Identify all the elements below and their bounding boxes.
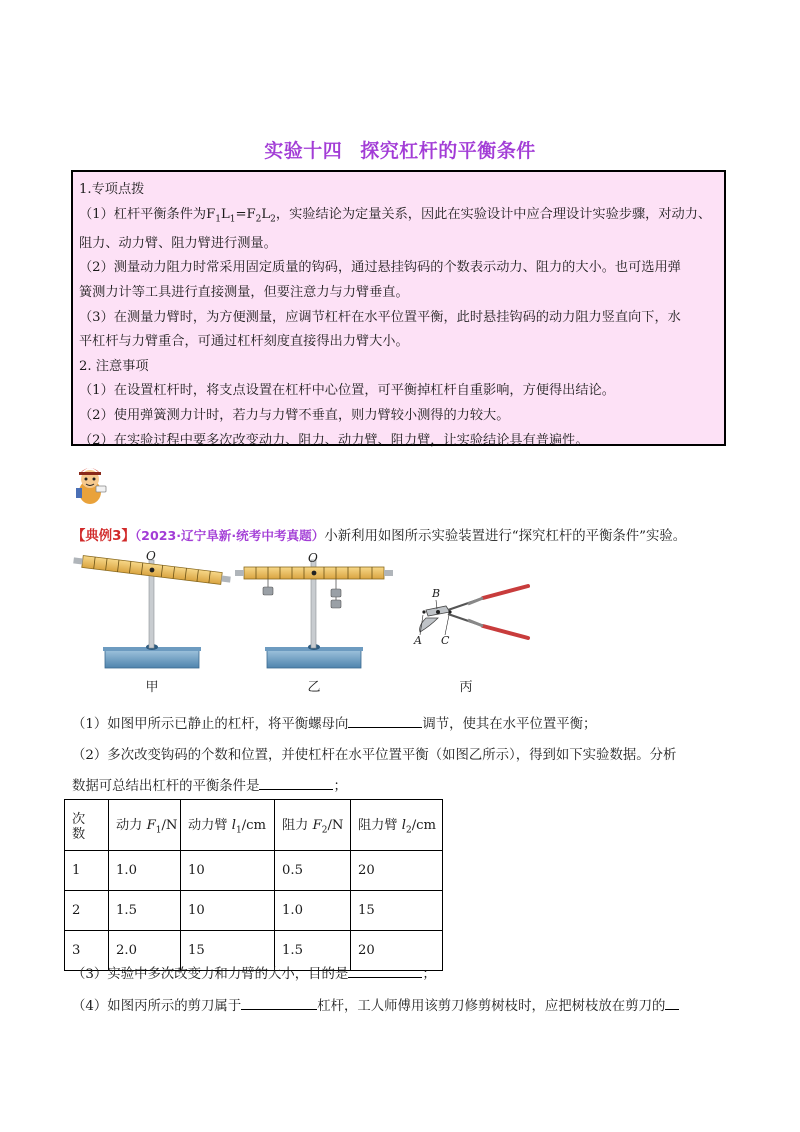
tips-point-1: （1）杠杆平衡条件为$F_1L_1=F_2L_2$，实验结论为定量关系，因此在实验设计中应合理设计实验步骤，对动力、 — [79, 206, 712, 225]
question-2-cont: 数据可总结出杠杆的平衡条件是 ； — [72, 775, 347, 794]
label-o-jia: O — [146, 550, 156, 563]
tips-point-2: （2）测量动力阻力时常采用固定质量的钩码，通过悬挂钩码的个数表示动力、阻力的大小。也可选用弹 — [79, 260, 681, 276]
question-2: （2）多次改变钩码的个数和位置，并使杠杆在水平位置平衡（如图乙所示），得到如下实验数据。分析 — [72, 748, 677, 763]
example-tag: 【典例3】 — [72, 529, 135, 544]
tips-point-3-cont: 平杠杆与力臂重合，可通过杠杆刻度直接得出力臂大小。 — [79, 334, 409, 350]
question-3: （3）实验中多次改变力和力臂的大小，目的是 ； — [72, 963, 436, 982]
table-cell: 3 — [65, 931, 109, 971]
mascot-icon — [70, 462, 110, 506]
tips-point-2-cont: 簧测力计等工具进行直接测量，但要注意力与力臂垂直。 — [79, 285, 409, 301]
answer-blank-1[interactable] — [348, 714, 422, 728]
caption-jia: 甲 — [145, 680, 159, 695]
table-cell: 1.0 — [275, 891, 351, 931]
figure-yi — [232, 550, 402, 675]
table-cell: 20 — [351, 851, 443, 891]
tips-point-1-cont: 阻力、动力臂、阻力臂进行测量。 — [79, 235, 277, 251]
table-cell: 1 — [65, 851, 109, 891]
example-line — [72, 525, 686, 544]
title-part2: 探究杠杆的平衡条件 — [360, 140, 536, 162]
tips-heading-2: 2. 注意事项 — [79, 358, 149, 374]
question-1: （1）如图甲所示已静止的杠杆，将平衡螺母向 调节，使其在水平位置平衡； — [72, 713, 596, 732]
answer-blank-4[interactable] — [241, 996, 317, 1010]
table-cell: 15 — [181, 931, 275, 971]
tips-heading-1: 1.专项点拨 — [79, 182, 145, 197]
table-cell: 0.5 — [275, 851, 351, 891]
answer-blank-5[interactable] — [665, 996, 679, 1010]
table-cell: 10 — [181, 851, 275, 891]
label-a: A — [414, 634, 422, 647]
table-cell: 10 — [181, 891, 275, 931]
table-cell: 2 — [65, 891, 109, 931]
notes-item-3: （2）在实验过程中要多次改变动力、阻力、动力臂、阻力臂，让实验结论具有普遍性。 — [79, 432, 589, 448]
tips-point-3: （3）在测量力臂时，为方便测量，应调节杠杆在水平位置平衡，此时悬挂钩码的动力阻力竖直向下，水 — [79, 309, 681, 325]
header-force-2: 阻力 $F_2/N$ — [275, 800, 351, 851]
table-row — [65, 891, 443, 931]
tips-box — [71, 170, 726, 446]
question-4: （4）如图丙所示的剪刀属于 杠杆，工人师傅用该剪刀修剪树枝时，应把树枝放在剪刀的 — [72, 995, 679, 1014]
header-arm-1: 动力臂 $l_1/cm$ — [181, 800, 275, 851]
table-row — [65, 851, 443, 891]
example-source: （2023·辽宁阜新·统考中考真题） — [134, 528, 325, 543]
label-c: C — [441, 634, 450, 647]
header-arm-2: 阻力臂 $l_2/cm$ — [351, 800, 443, 851]
table-cell: 2.0 — [109, 931, 181, 971]
table-cell: 1.5 — [275, 931, 351, 971]
notes-item-1: （1）在设置杠杆时，将支点设置在杠杆中心位置，可平衡掉杠杆自重影响，方便得出结论。 — [79, 383, 615, 399]
table-cell: 20 — [351, 931, 443, 971]
example-text: 小新利用如图所示实验装置进行“探究杠杆的平衡条件”实验。 — [324, 529, 687, 544]
notes-item-2: （2）使用弹簧测力计时，若力与力臂不垂直，则力臂较小测得的力较大。 — [79, 407, 510, 423]
table-cell: 15 — [351, 891, 443, 931]
data-table — [64, 799, 443, 971]
title-part1: 实验十四 — [264, 140, 343, 162]
figure-bing — [408, 582, 543, 652]
page-title — [0, 136, 800, 163]
answer-blank-3[interactable] — [348, 964, 422, 978]
table-header-row — [65, 800, 443, 851]
figure-jia — [70, 550, 240, 675]
label-o-yi: O — [308, 551, 318, 565]
header-index: 次 数 — [65, 800, 109, 851]
caption-bing: 丙 — [459, 680, 473, 695]
label-b: B — [432, 587, 441, 600]
header-force-1: 动力 $F_1/N$ — [109, 800, 181, 851]
caption-yi: 乙 — [307, 680, 321, 695]
table-cell: 1.0 — [109, 851, 181, 891]
table-cell: 1.5 — [109, 891, 181, 931]
answer-blank-2[interactable] — [259, 776, 333, 790]
